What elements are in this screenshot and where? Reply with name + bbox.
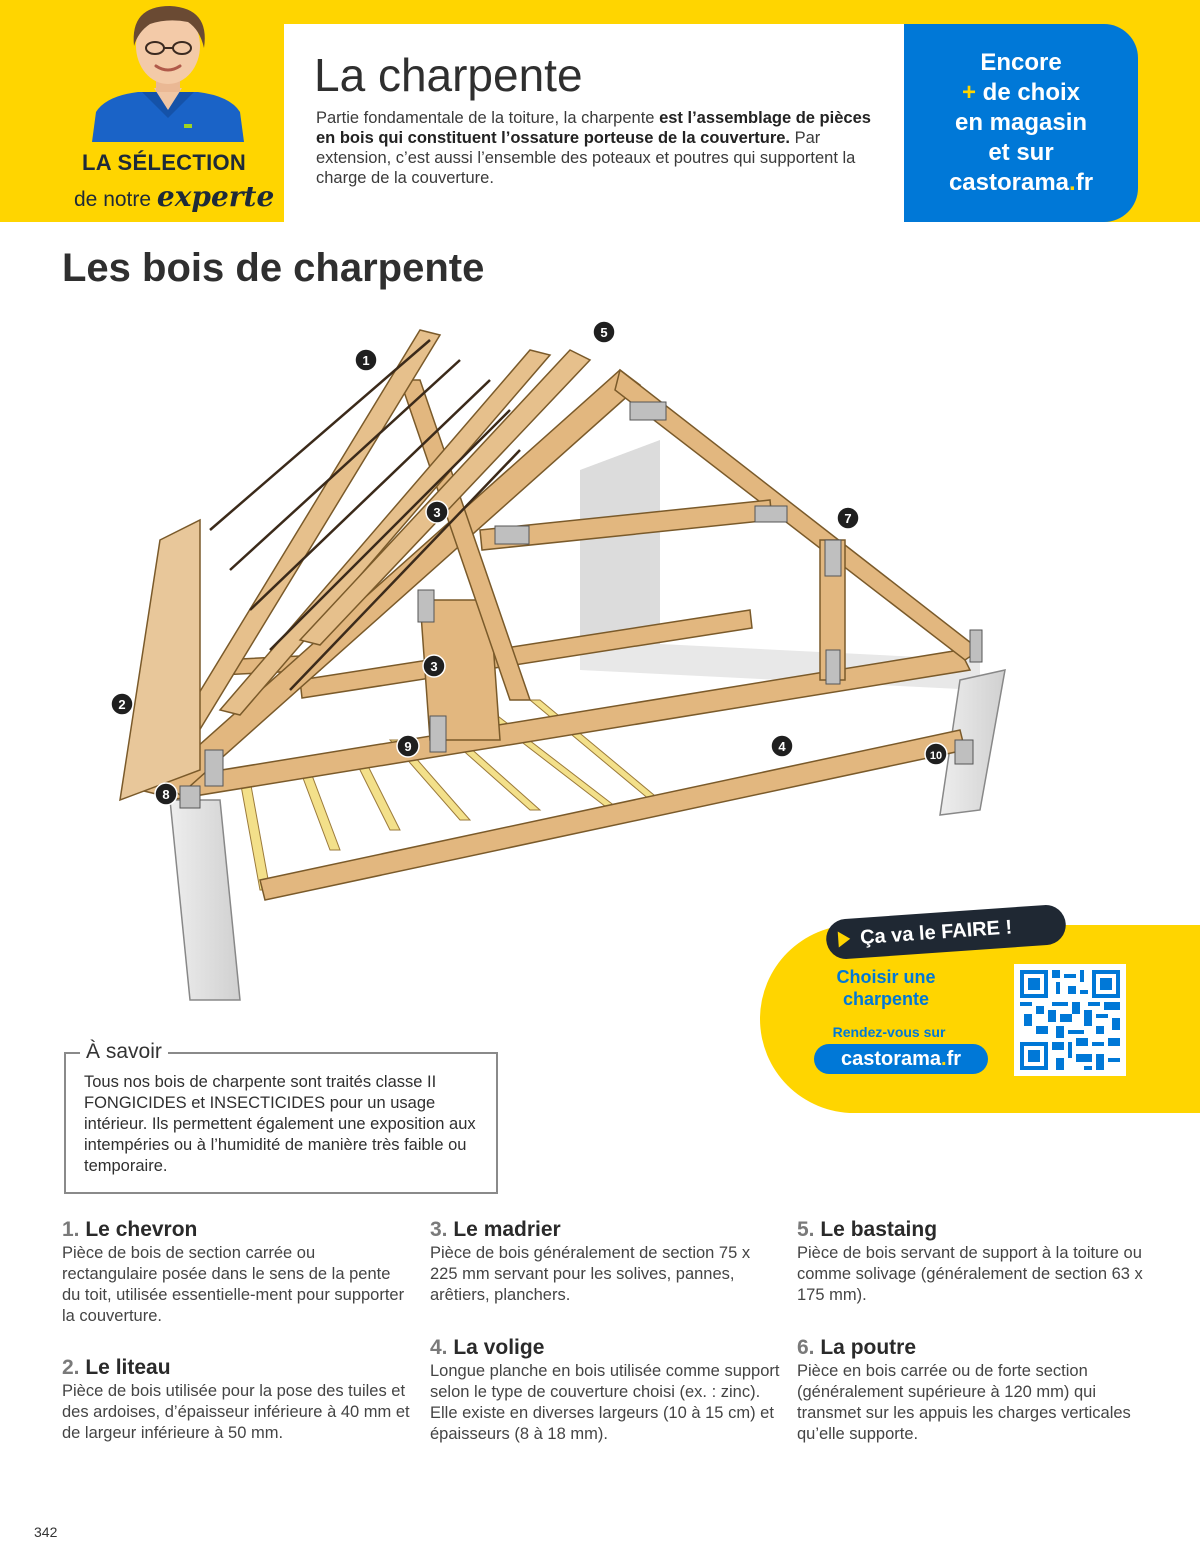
definition-title xyxy=(797,1218,1147,1242)
callout-10-label: 10 xyxy=(929,750,943,762)
callout-4-label: 4 xyxy=(778,739,786,754)
callout-9-label: 9 xyxy=(404,739,412,754)
definition-title xyxy=(430,1218,780,1242)
promo-badge-text: Ça va le FAIRE ! xyxy=(859,916,1013,949)
back-wall xyxy=(580,440,980,690)
definition-number: 3. xyxy=(430,1218,448,1241)
definition-number: 6. xyxy=(797,1336,815,1359)
definition-text: Longue planche en bois utilisée comme support selon le type de couverture choisi (ex. : zinc). Elle existe en diverses largeurs (10 à 15 cm) et épaisseurs (8 à 18 mm). xyxy=(430,1362,780,1443)
callout-5-label: 5 xyxy=(600,325,608,340)
boarding xyxy=(120,520,200,800)
section-title: Les bois de charpente xyxy=(62,246,485,290)
promo-panel xyxy=(760,925,1200,1113)
callout-9 xyxy=(397,735,419,757)
callout-3b-label: 3 xyxy=(430,659,438,674)
callout-7 xyxy=(837,507,859,529)
roof-frame-illustration xyxy=(100,310,1060,1010)
definition-item xyxy=(430,1336,780,1445)
promo-site-name: castorama xyxy=(840,1048,942,1070)
selection-script-word: experte xyxy=(156,180,275,213)
promo-rdv-text: Rendez-vous sur xyxy=(832,1024,946,1040)
promo-site-link[interactable] xyxy=(814,1044,988,1074)
more-choice-line4: et sur xyxy=(988,139,1054,166)
definition-name: Le bastaing xyxy=(814,1218,938,1241)
qr-code[interactable] xyxy=(1014,964,1126,1076)
info-box-text: Tous nos bois de charpente sont traités classe II FONGICIDES et INSECTICIDES pour un usage intérieur. Ils permettent également une exposition aux intempéries ou à l’humidité de manière très faible ou temporaire. xyxy=(84,1073,476,1175)
callout-3b xyxy=(423,655,445,677)
intro-text-2: Par extension, c’est aussi l’ensemble des poteaux et poutres qui supportent la charge de la couverture. xyxy=(316,129,856,187)
definition-title xyxy=(62,1218,412,1242)
definition-name: Le madrier xyxy=(447,1218,561,1241)
more-choice-line1: Encore xyxy=(980,49,1062,76)
intro-text-1: Partie fondamentale de la toiture, la charpente xyxy=(316,109,660,127)
callout-3a xyxy=(426,501,448,523)
definition-item xyxy=(430,1218,780,1306)
callout-3a-label: 3 xyxy=(433,505,441,520)
selection-title: LA SÉLECTION xyxy=(82,150,247,175)
callout-5 xyxy=(593,321,615,343)
page-title: La charpente xyxy=(314,49,583,101)
definition-item xyxy=(62,1356,412,1444)
more-choice-text[interactable] xyxy=(904,48,1138,198)
definition-text: Pièce en bois carrée ou de forte section (généralement supérieure à 120 mm) qui transmet sur les appuis les charges verticales qu’elle supporte. xyxy=(797,1362,1131,1443)
expert-portrait xyxy=(92,0,244,142)
callout-8-label: 8 xyxy=(162,787,170,802)
callout-8 xyxy=(155,783,177,805)
definition-item xyxy=(62,1218,412,1327)
definition-title xyxy=(430,1336,780,1360)
definition-name: Le liteau xyxy=(79,1356,171,1379)
callout-10 xyxy=(925,743,947,765)
callout-1 xyxy=(355,349,377,371)
callout-4 xyxy=(771,735,793,757)
definition-item xyxy=(797,1218,1147,1306)
definition-text: Pièce de bois généralement de section 75 x 225 mm servant pour les solives, pannes, arêtiers, planchers. xyxy=(430,1244,751,1304)
callout-2 xyxy=(111,693,133,715)
selection-subtitle xyxy=(74,180,274,213)
page-number: 342 xyxy=(34,1524,58,1540)
definition-text: Pièce de bois servant de support à la toiture ou comme solivage (généralement de section 63 x 175 mm). xyxy=(797,1244,1143,1304)
castorama-link-tld: fr xyxy=(1075,169,1094,196)
more-choice-line2 xyxy=(904,78,1138,108)
promo-site-tld: fr xyxy=(946,1048,962,1070)
play-icon xyxy=(838,931,851,948)
definition-name: Le chevron xyxy=(79,1218,198,1241)
definition-number: 2. xyxy=(62,1356,80,1379)
intro-paragraph xyxy=(316,108,876,188)
plus-icon: + xyxy=(961,79,976,106)
definition-title xyxy=(797,1336,1147,1360)
definition-item xyxy=(797,1336,1147,1445)
intro-text-bold: est l’assemblage de pièces en bois qui constituent l’ossature porteuse de la couverture. xyxy=(316,109,871,147)
definition-number: 1. xyxy=(62,1218,80,1241)
selection-sub-text: de notre xyxy=(74,188,152,211)
definition-title xyxy=(62,1356,412,1380)
definition-number: 5. xyxy=(797,1218,815,1241)
castorama-link-dot: . xyxy=(1069,169,1076,196)
definition-number: 4. xyxy=(430,1336,448,1359)
definition-name: La poutre xyxy=(814,1336,917,1359)
more-choice-line2-text: de choix xyxy=(975,79,1081,106)
promo-choose-text: Choisir une charpente xyxy=(836,967,936,1009)
definition-name: La volige xyxy=(447,1336,545,1359)
header-banner xyxy=(0,0,1200,222)
promo-site-dot: . xyxy=(941,1048,947,1070)
definition-text: Pièce de bois de section carrée ou rectangulaire posée dans le sens de la pente du toit, utilisée essentielle-ment pour supporter la couverture. xyxy=(62,1244,405,1325)
more-choice-line3: en magasin xyxy=(954,109,1088,136)
callout-2-label: 2 xyxy=(118,697,126,712)
info-box-title: À savoir xyxy=(80,1040,168,1064)
castorama-link-name: castorama xyxy=(948,169,1070,196)
definition-text: Pièce de bois utilisée pour la pose des tuiles et des ardoises, d’épaisseur inférieure à 40 mm et de largeur inférieure à 50 mm. xyxy=(62,1382,410,1442)
castorama-link[interactable] xyxy=(904,168,1138,198)
callout-1-label: 1 xyxy=(362,353,370,368)
callout-7-label: 7 xyxy=(844,511,852,526)
